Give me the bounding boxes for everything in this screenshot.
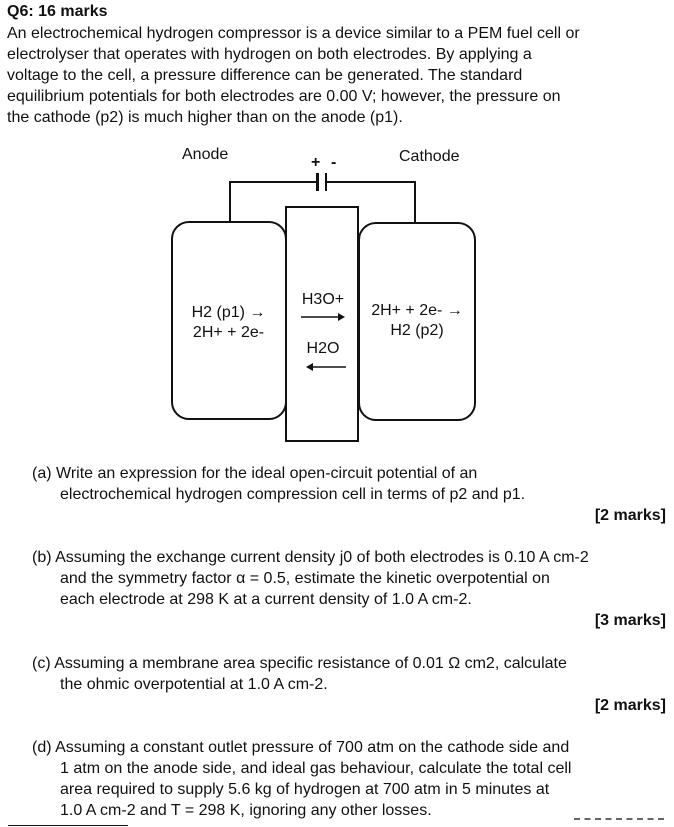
wire-left-top [229, 181, 316, 183]
anode-reaction-line1: H2 (p1) → [191, 304, 266, 321]
intro-line: electrolyser that operates with hydrogen on both electrodes. By applying a [7, 46, 532, 63]
intro-line: voltage to the cell, a pressure difference can be generated. The standard [7, 67, 523, 84]
marks-c: [2 marks] [594, 697, 666, 714]
question-line: (a) Write an expression for the ideal open-circuit potential of an [32, 465, 478, 482]
membrane-species-bottom: H2O [306, 340, 340, 357]
cathode-label: Cathode [399, 148, 460, 165]
question-b [32, 547, 670, 610]
footer-cutoff-line [574, 818, 664, 826]
intro-line: equilibrium potentials for both electrodes are 0.00 V; however, the pressure on [7, 88, 561, 105]
anode-reaction [176, 303, 281, 343]
cathode-reaction [362, 301, 472, 341]
cathode-reaction-line1: 2H+ + 2e- → [371, 302, 463, 319]
marks-b: [3 marks] [594, 612, 666, 629]
question-line: electrochemical hydrogen compression cell in terms of p2 and p1. [60, 486, 526, 503]
membrane [285, 206, 359, 442]
question-line: and the symmetry factor α = 0.5, estimate the kinetic overpotential on [60, 570, 550, 587]
question-line: 1.0 A cm-2 and T = 298 K, ignoring any other losses. [60, 802, 432, 819]
footer-rule [8, 825, 128, 826]
intro-paragraph [7, 23, 671, 128]
wire-right-down [414, 181, 416, 224]
question-a [32, 463, 670, 505]
intro-line: the cathode (p2) is much higher than on the anode (p1). [7, 109, 403, 126]
battery-positive-plate [316, 173, 319, 191]
anode-reaction-line2: 2H+ + 2e- [192, 324, 265, 341]
wire-right-top [327, 181, 415, 183]
question-line: (c) Assuming a membrane area specific resistance of 0.01 Ω cm2, calculate [32, 655, 567, 672]
question-line: area required to supply 5.6 kg of hydrogen at 700 atm in 5 minutes at [60, 781, 550, 798]
plus-sign: + [311, 154, 321, 171]
question-title: Q6: 16 marks [7, 3, 108, 20]
question-line: (b) Assuming the exchange current density j0 of both electrodes is 0.10 A cm-2 [32, 549, 589, 566]
anode-label: Anode [182, 146, 229, 163]
question-c [32, 653, 670, 695]
question-d [32, 737, 670, 821]
intro-line: An electrochemical hydrogen compressor is a device similar to a PEM fuel cell or [7, 25, 580, 42]
question-line: the ohmic overpotential at 1.0 A cm-2. [60, 676, 328, 693]
wire-left-down [229, 181, 231, 223]
question-line: 1 atm on the anode side, and ideal gas behaviour, calculate the total cell [60, 760, 572, 777]
compressor-diagram [0, 140, 674, 450]
membrane-species-top: H3O+ [301, 291, 345, 308]
question-line: (d) Assuming a constant outlet pressure of 700 atm on the cathode side and [32, 739, 570, 756]
left-arrow-icon [305, 361, 347, 373]
minus-sign: - [331, 154, 337, 171]
question-line: each electrode at 298 K at a current density of 1.0 A cm-2. [60, 591, 472, 608]
marks-a: [2 marks] [594, 507, 666, 524]
cathode-reaction-line2: H2 (p2) [390, 322, 444, 339]
right-arrow-icon [300, 311, 346, 323]
